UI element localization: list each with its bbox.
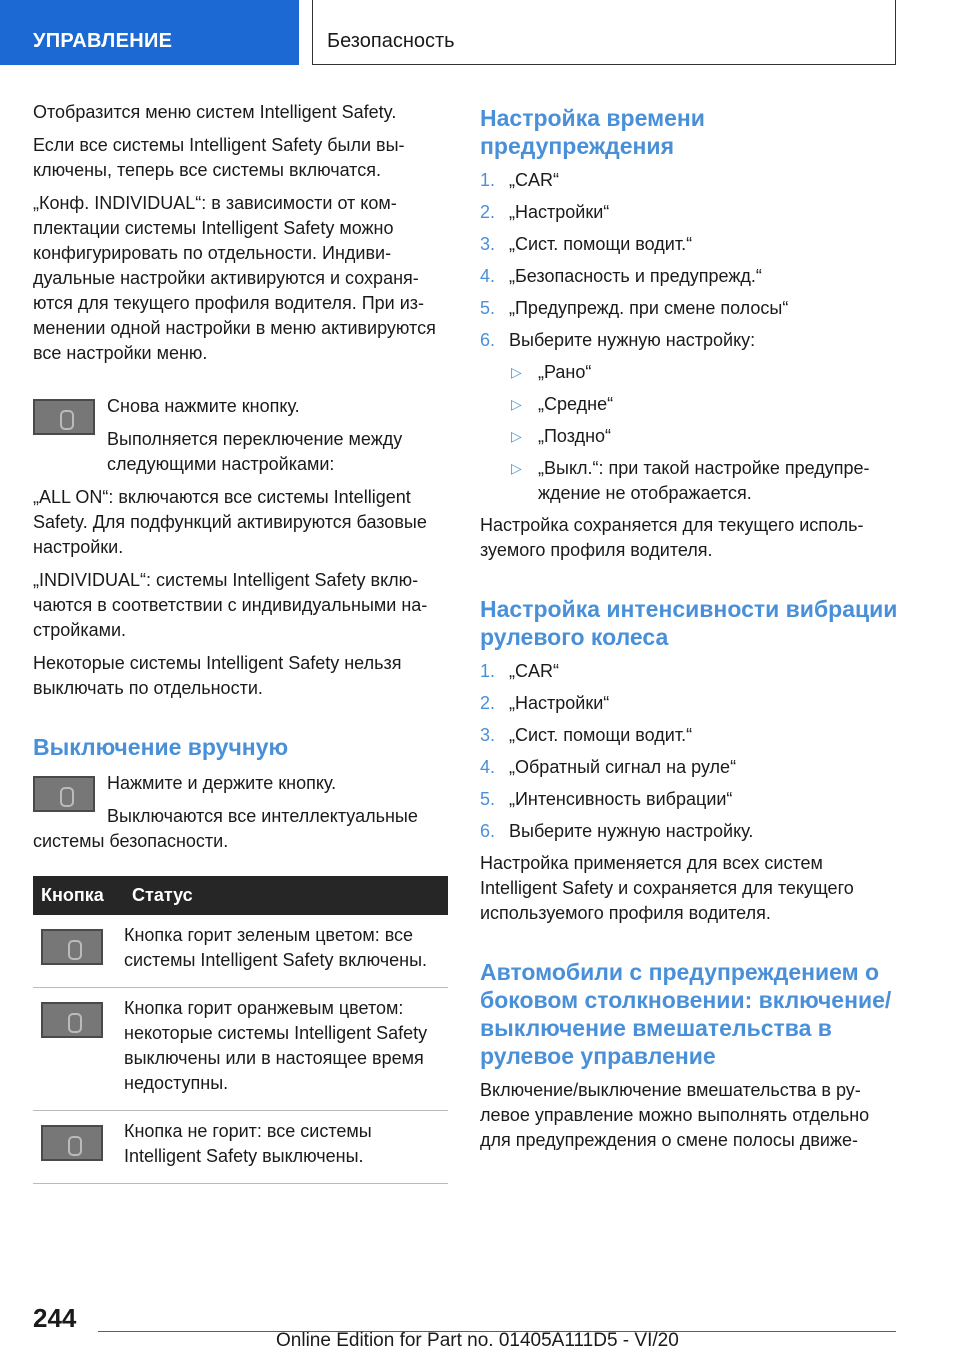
section-heading: Настройка времени предупреждения	[480, 105, 705, 159]
left-column	[33, 100, 448, 1184]
paragraph: Некоторые системы Intelligent Safety нельзя выключать по отдельности.	[33, 653, 402, 698]
paragraph: „INDIVIDUAL“: системы Intelligent Safety включаются в соответствии с индивидуальными настройками.	[33, 570, 428, 640]
list-item: ▷ „Выкл.“: при такой настройке предупреждение не отображается.	[511, 458, 870, 503]
triangle-bullet-icon: ▷	[511, 460, 522, 476]
list-item: 6. Выберите нужную настройку: ▷ „Рано“ ▷ „Средне“ ▷ „Поздно“ ▷ „Выкл.“: при такой настройке предупреждение не отображается.	[480, 328, 900, 506]
paragraph: Снова нажмите кнопку.	[107, 396, 300, 416]
list-item: 5. „Предупрежд. при смене полосы“	[480, 298, 789, 318]
safety-button-icon	[33, 399, 95, 435]
paragraph: Настройка сохраняется для текущего используемого профиля водителя.	[480, 515, 864, 560]
paragraph: Настройка применяется для всех систем Intelligent Safety и сохраняется для текущего используемого профиля водителя.	[480, 853, 854, 923]
list-item: 3. „Сист. помощи водит.“	[480, 234, 693, 254]
list-item: 3. „Сист. помощи водит.“	[480, 725, 693, 745]
list-item: 1. „CAR“	[480, 170, 559, 190]
press-hold-instruction	[33, 771, 448, 796]
list-item: 2. „Настройки“	[480, 693, 610, 713]
section-heading: Выключение вручную	[33, 734, 289, 760]
status-text: Кнопка не горит: все системы Intelligent Safety выключены.	[124, 1111, 448, 1184]
status-table	[33, 876, 448, 1184]
section-tab: УПРАВЛЕНИЕ	[0, 0, 299, 65]
triangle-bullet-icon: ▷	[511, 364, 522, 380]
paragraph: Выключаются все интеллектуальные системы безопасности.	[33, 806, 418, 851]
page-number: 244	[33, 1303, 77, 1333]
paragraph: „Конф. INDIVIDUAL“: в зависимости от комплектации системы Intelligent Safety можно конфигурировать по отдельности. Индивидуальные настройки активируются и сохраняются для текущего профиля водителя. При изменении одной настройки в меню активируются все настройки меню.	[33, 193, 436, 363]
list-item: 5. „Интенсивность вибрации“	[480, 789, 733, 809]
paragraph: Если все системы Intelligent Safety были выключены, теперь все системы включатся.	[33, 135, 405, 180]
safety-button-icon	[33, 776, 95, 812]
timing-steps	[480, 168, 900, 506]
triangle-bullet-icon: ▷	[511, 396, 522, 412]
list-item: 1. „CAR“	[480, 661, 559, 681]
chapter-title: Безопасность	[312, 0, 896, 65]
timing-options	[509, 360, 900, 506]
button-green-icon	[41, 929, 103, 965]
button-off-icon	[41, 1125, 103, 1161]
list-item: 6. Выберите нужную настройку.	[480, 821, 754, 841]
paragraph: Включение/выключение вмешательства в рулевое управление можно выполнять отдельно для предупреждения о смене полосы движе-	[480, 1080, 870, 1150]
list-item: 4. „Безопасность и предупрежд.“	[480, 266, 762, 286]
button-orange-icon	[41, 1002, 103, 1038]
column-header: Статус	[124, 876, 448, 915]
paragraph: Выполняется переключение между следующими настройками:	[107, 429, 403, 474]
list-item: 2. „Настройки“	[480, 202, 610, 222]
edition-text: Online Edition for Part no. 01405A111D5 - VI/20	[276, 1330, 679, 1351]
triangle-bullet-icon: ▷	[511, 428, 522, 444]
list-item: 4. „Обратный сигнал на руле“	[480, 757, 737, 777]
list-item: ▷ „Средне“	[509, 392, 900, 417]
table-row	[33, 1111, 448, 1184]
table-row	[33, 915, 448, 988]
section-heading: Настройка интенсивности вибрации рулевого колеса	[480, 596, 898, 650]
paragraph: Нажмите и держите кнопку.	[107, 773, 337, 793]
list-item: ▷ „Рано“	[509, 360, 900, 385]
status-text: Кнопка горит зеленым цветом: все системы Intelligent Safety включены.	[124, 915, 448, 988]
paragraph: Отобразится меню систем Intelligent Safety.	[33, 102, 397, 122]
column-header: Кнопка	[33, 876, 124, 915]
press-again-instruction	[33, 394, 448, 477]
status-text: Кнопка горит оранжевым цветом: некоторые системы Intelligent Safety выключены или в настоящее время недоступны.	[124, 988, 448, 1111]
table-row	[33, 988, 448, 1111]
right-column	[480, 100, 900, 1161]
list-item: ▷ „Поздно“	[509, 424, 900, 449]
paragraph: „ALL ON“: включаются все системы Intelligent Safety. Для подфункций активируются базовые настройки.	[33, 487, 427, 557]
vibration-steps	[480, 659, 900, 844]
section-heading: Автомобили с предупреждением о боковом столкновении: включение/выключение вмешательства в рулевое управление	[480, 959, 892, 1069]
